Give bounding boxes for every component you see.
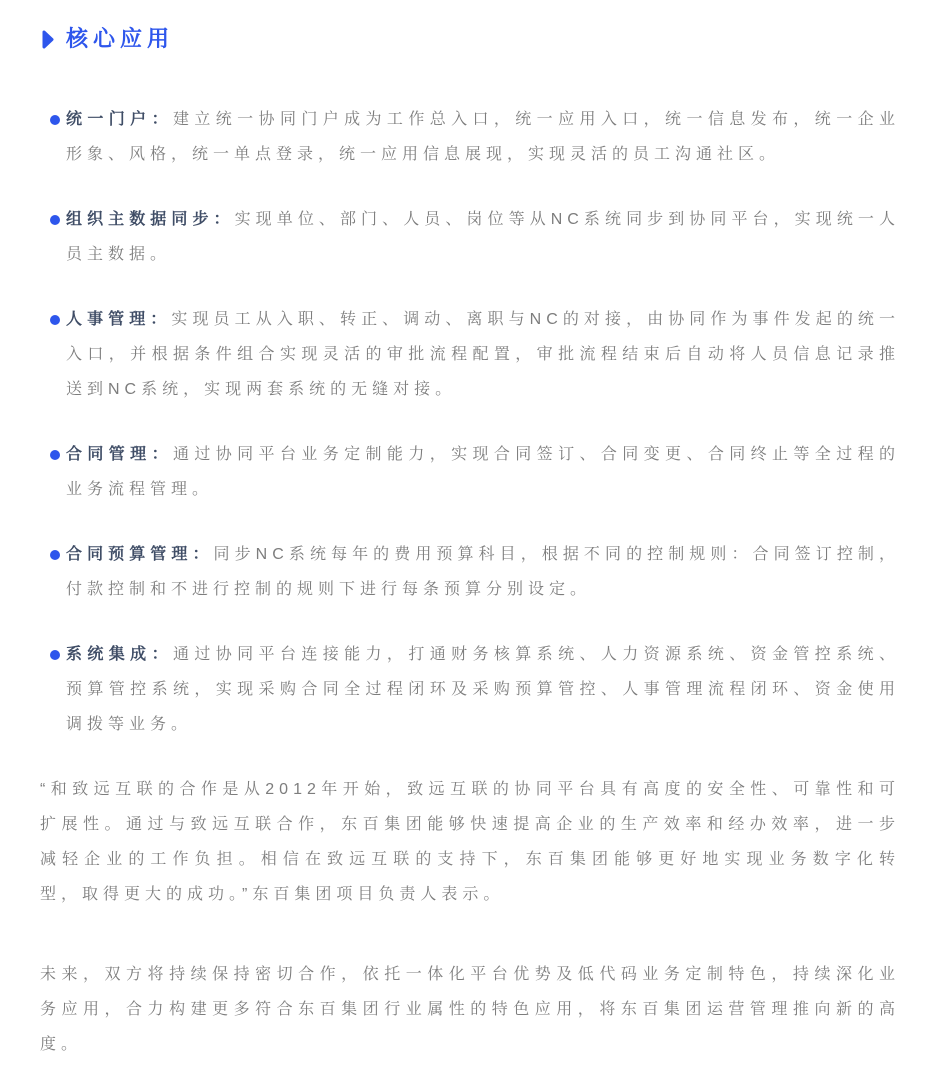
section-marker-triangle-icon <box>42 29 54 50</box>
feature-item-contract-management <box>66 437 900 507</box>
bullet-dot-icon <box>50 550 60 560</box>
feature-description: 实现单位、部门、人员、岗位等从NC系统同步到协同平台，实现统一人员主数据。 <box>66 211 900 263</box>
body-paragraphs <box>0 772 950 1062</box>
feature-list <box>0 102 950 742</box>
feature-item-hr-management <box>66 302 900 407</box>
bullet-dot-icon <box>50 215 60 225</box>
customer-quote-paragraph: “和致远互联的合作是从2012年开始，致远互联的协同平台具有高度的安全性、可靠性和可扩展性。通过与致远互联合作，东百集团能够快速提高企业的生产效率和经办效率，进一步减轻企业的工作负担。相信在致远互联的支持下，东百集团能够更好地实现业务数字化转型，取得更大的成功。”东百集团项目负责人表示。 <box>40 781 900 903</box>
feature-description: 建立统一协同门户成为工作总入口，统一应用入口，统一信息发布，统一企业形象、风格，统一单点登录，统一应用信息展现，实现灵活的员工沟通社区。 <box>66 111 900 163</box>
feature-description: 通过协同平台业务定制能力，实现合同签订、合同变更、合同终止等全过程的业务流程管理。 <box>66 446 900 498</box>
feature-label: 系统集成： <box>66 646 173 663</box>
feature-label: 人事管理： <box>66 311 172 328</box>
feature-item-org-master-data-sync <box>66 202 900 272</box>
feature-item-system-integration <box>66 637 900 742</box>
feature-label: 统一门户： <box>66 111 173 128</box>
feature-item-contract-budget-management <box>66 537 900 607</box>
feature-description: 实现员工从入职、转正、调动、离职与NC的对接，由协同作为事件发起的统一入口，并根据条件组合实现灵活的审批流程配置，审批流程结束后自动将人员信息记录推送到NC系统，实现两套系统的无缝对接。 <box>66 311 900 398</box>
feature-label: 组织主数据同步： <box>66 211 235 228</box>
feature-label: 合同预算管理： <box>66 546 214 563</box>
feature-label: 合同管理： <box>66 446 173 463</box>
section-title: 核心应用 <box>66 26 175 51</box>
section-heading <box>42 27 950 51</box>
bullet-dot-icon <box>50 650 60 660</box>
feature-description: 通过协同平台连接能力，打通财务核算系统、人力资源系统、资金管控系统、预算管控系统，实现采购合同全过程闭环及采购预算管控、人事管理流程闭环、资金使用调拨等业务。 <box>66 646 900 733</box>
bullet-dot-icon <box>50 315 60 325</box>
bullet-dot-icon <box>50 115 60 125</box>
bullet-dot-icon <box>50 450 60 460</box>
feature-item-unified-portal <box>66 102 900 172</box>
closing-paragraph: 未来，双方将持续保持密切合作，依托一体化平台优势及低代码业务定制特色，持续深化业务应用，合力构建更多符合东百集团行业属性的特色应用，将东百集团运营管理推向新的高度。 <box>40 966 900 1053</box>
feature-description: 同步NC系统每年的费用预算科目，根据不同的控制规则：合同签订控制，付款控制和不进行控制的规则下进行每条预算分别设定。 <box>66 546 900 598</box>
